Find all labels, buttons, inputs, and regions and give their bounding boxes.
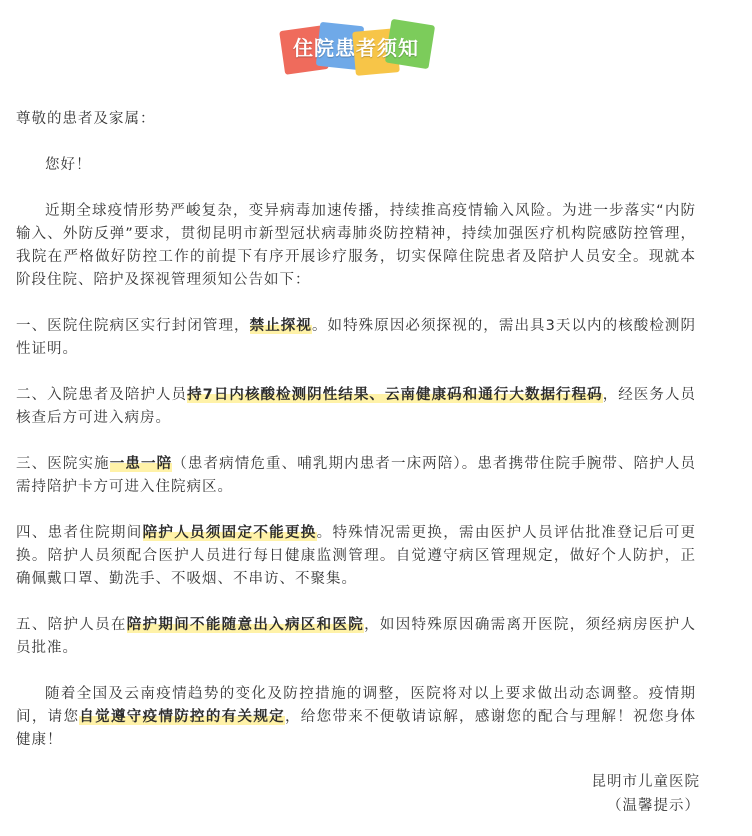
rule-item-5 [16,614,696,660]
rule-item-3 [16,453,696,499]
rule-highlight: 陪护期间不能随意出入病区和医院 [126,617,365,633]
rule-text: ，经医务人员核查后方可进入病房。 [16,387,697,426]
closing-text: 随着全国及云南疫情趋势的变化及防控措施的调整，医院将对以上要求做出动态调整。疫情期间，请您 [16,686,696,725]
rule-text: 一、医院住院病区实行封闭管理， [16,318,250,334]
intro-paragraph: 近期全球疫情形势严峻复杂，变异病毒加速传播，持续推高疫情输入风险。为进一步落实“内防输入、外防反弹”要求，贯彻昆明市新型冠状病毒肺炎防控精神，持续加强医疗机构院感防控管理，我院在严格做好防控工作的前提下有序开展诊疗服务，切实保障住院患者及陪护人员安全。现就本阶段住院、陪护及探视管理须知公告如下： [16,203,696,288]
rule-item-4 [16,522,696,591]
notice-body [16,108,696,752]
rule-highlight: 禁止探视 [249,318,312,334]
rule-highlight: 陪护人员须固定不能更换 [142,525,317,541]
closing-text: ，给您带来不便敬请谅解，感谢您的配合与理解！祝您身体健康！ [16,709,697,748]
rule-highlight: 持7日内核酸检测阴性结果、云南健康码和通行大数据行程码 [187,387,603,403]
rule-item-2 [16,384,696,430]
signature-block [592,770,701,818]
rule-item-1 [16,315,696,361]
closing-highlight: 自觉遵守疫情防控的有关规定 [79,709,285,725]
rule-text: 四、患者住院期间 [16,525,143,541]
title-banner [276,14,436,80]
rule-text: 。如特殊原因必须探视的，需出具3天以内的核酸检测阴性证明。 [16,318,696,357]
rule-text: （患者病情危重、哺乳期内患者一床两陪）。患者携带住院手腕带、陪护人员需持陪护卡方可进入住院病区。 [16,456,697,495]
greeting: 尊敬的患者及家属： [16,111,156,127]
hello: 您好！ [45,157,92,173]
rule-text: 三、医院实施 [16,456,110,472]
closing-paragraph [16,683,696,752]
signature-note: （温馨提示） [607,798,700,814]
rule-text: 。特殊情况需更换，需由医护人员评估批准登记后可更换。陪护人员须配合医护人员进行每日健康监测管理。自觉遵守病区管理规定，做好个人防护，正确佩戴口罩、勤洗手、不吸烟、不串访、不聚集。 [16,525,697,587]
page-title: 住院患者须知 [293,36,419,60]
hospital-name: 昆明市儿童医院 [591,774,700,790]
rule-highlight: 一患一陪 [109,456,173,472]
rule-text: 二、入院患者及陪护人员 [16,387,188,403]
rule-text: 五、陪护人员在 [16,617,127,633]
rule-text: ，如因特殊原因确需离开医院，须经病房医护人员批准。 [16,617,697,656]
